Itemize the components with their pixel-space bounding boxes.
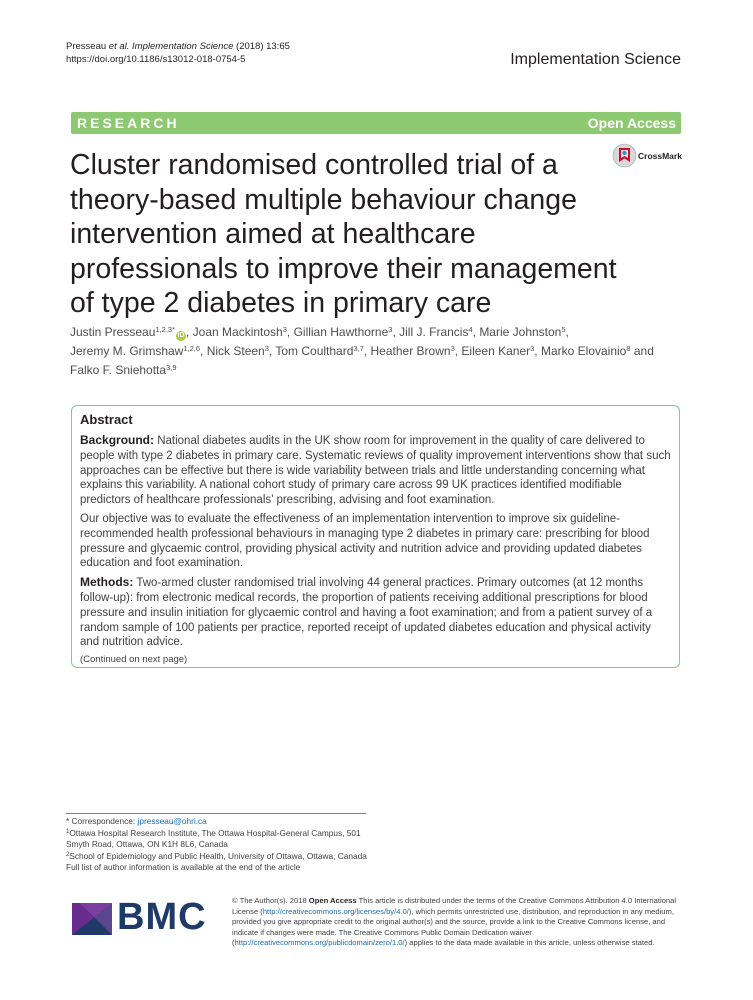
author-affiliation-marker: 3	[388, 325, 393, 334]
abstract-heading: Abstract	[80, 412, 133, 427]
bmc-logo	[72, 895, 222, 945]
author-list: Justin Presseau$^{1,2,3*}$iD , Joan Mackintosh$^3$, Gillian Hawthorne$^3$, Jill J. Francis$^4$, Marie Johnston$^5$, Jeremy M. Grimshaw$^{1,2,6}$, Nick Steen$^3$, Tom Coulthard$^{3,7}$, Heather Brown$^3$, Eileen Kaner$^3$, Marko Elovainio$^8$ and Falko F. Sniehotta$^{3,9}$	[70, 325, 654, 377]
abstract-objective: Our objective was to evaluate the effectiveness of an implementation intervention to improve six guideline-recommended health professional behaviours in managing type 2 diabetes in primary care: prescribing for blood pressure and glycaemic control, providing physical activity and nutrition advice and providing updated diabetes education and foot examination.	[80, 512, 650, 570]
license-link-by[interactable]: http://creativecommons.org/licenses/by/4.0/	[262, 906, 409, 916]
article-title: Cluster randomised controlled trial of a theory-based multiple behaviour change intervention aimed at healthcare professionals to improve their management of type 2 diabetes in primary care	[70, 149, 617, 319]
author-affiliation-marker: 1,2,6	[183, 344, 201, 353]
author-affiliation-marker: 5	[561, 325, 566, 334]
doi-link[interactable]: https://doi.org/10.1186/s13012-018-0754-5	[66, 54, 246, 65]
license-link-zero[interactable]: http://creativecommons.org/publicdomain/zero/1.0/	[234, 938, 405, 947]
author-name: Jill J. Francis$^4$	[399, 325, 473, 339]
author-affiliation-marker: 3	[450, 344, 455, 353]
citation-line: Presseau et al. Implementation Science (2018) 13:65	[66, 41, 290, 52]
author-affiliation-marker: 3	[264, 344, 269, 353]
author-affiliation-marker: 8	[626, 344, 631, 353]
citation-journal: et al. Implementation Science	[108, 41, 234, 52]
open-access-label: Open Access	[587, 115, 676, 131]
full-author-info-note: Full list of author information is available at the end of the article	[66, 862, 301, 872]
article-type-banner	[71, 112, 681, 134]
correspondence: * Correspondence: jpresseau@ohri.ca	[66, 816, 207, 826]
affiliation-1: $^1$Ottawa Hospital Research Institute, The Ottawa Hospital-General Campus, 501 Smyth Road, Ottawa, ON K1H 8L6, Canada	[66, 827, 361, 849]
bmc-logo-text: BMC	[117, 896, 207, 938]
author-name: Gillian Hawthorne$^3$	[293, 325, 393, 339]
author-name: Marie Johnston$^5$	[479, 325, 566, 339]
abstract-box	[71, 405, 680, 668]
author-affiliation-marker: 3,7	[353, 344, 364, 353]
footnotes	[66, 816, 376, 874]
author-name: Jeremy M. Grimshaw$^{1,2,6}$	[70, 344, 201, 358]
license-open-access: Open Access	[308, 896, 357, 905]
author-name: Joan Mackintosh$^3$	[192, 325, 287, 339]
abstract-methods: Methods: Two-armed cluster randomised trial involving 44 general practices. Primary outcomes (at 12 months follow-up): from electronic medical records, the proportion of patients receiving additional prescriptions for blood pressure and insulin initiation for glycaemic control and having a foot examination; and from a patient survey of a random sample of 100 patients per practice, reported receipt of updated diabetes education and physical activity and nutrition advice.	[80, 575, 653, 649]
orcid-icon[interactable]: iD	[177, 332, 185, 339]
author-name: Nick Steen$^3$	[206, 344, 269, 358]
running-header-citation	[66, 40, 290, 66]
abstract-background: Background: National diabetes audits in the UK show room for improvement in the quality of care delivered to people with type 2 diabetes in primary care. Systematic reviews of quality improvement interventions show that such approaches can be effective but there is wide variability between trials and little understanding concerning what explains this variability. A national cohort study of primary care across 99 UK practices identified modifiable predictors of healthcare professionals’ prescribing, advising and foot examination.	[80, 433, 671, 507]
license-statement: © The Author(s). 2018 Open Access This article is distributed under the terms of the Creative Commons Attribution 4.0 International License (http://creativecommons.org/licenses/by/4.0/), which permits unrestricted use, distribution, and reproduction in any medium, provided you give appropriate credit to the original author(s) and the source, provide a link to the Creative Commons license, and indicate if changes were made. The Creative Commons Public Domain Dedication waiver (http://creativecommons.org/publicdomain/zero/1.0/) applies to the data made available in this article, unless otherwise stated.	[232, 896, 677, 947]
author-name: Eileen Kaner$^3$	[461, 344, 535, 358]
continued-note: (Continued on next page)	[80, 654, 188, 666]
affiliation-2: $^2$School of Epidemiology and Public Health, University of Ottawa, Ottawa, Canada	[66, 850, 367, 861]
author-name: Falko F. Sniehotta$^{3,9}$	[70, 363, 177, 377]
author-affiliation-marker: 3	[530, 344, 535, 353]
author-affiliation-marker: 4	[468, 325, 473, 334]
correspondence-email[interactable]: jpresseau@ohri.ca	[137, 816, 207, 826]
journal-name: Implementation Science	[510, 51, 681, 68]
author-affiliation-marker: 3	[282, 325, 287, 334]
footnote-rule	[66, 813, 366, 814]
author-affiliation-marker: 3,9	[166, 363, 177, 372]
author-name: Tom Coulthard$^{3,7}$	[275, 344, 364, 358]
background-label: Background:	[80, 433, 155, 447]
author-name: Marko Elovainio$^8$	[540, 344, 631, 358]
author-name: Heather Brown$^3$	[370, 344, 455, 358]
author-name: Justin Presseau$^{1,2,3*}$iD	[70, 325, 185, 339]
article-type-label: RESEARCH	[77, 115, 180, 131]
methods-label: Methods:	[80, 575, 134, 590]
author-affiliation-marker: 1,2,3*	[155, 325, 175, 334]
bmc-logo-icon	[72, 895, 114, 943]
author-conjunction: and	[633, 344, 654, 358]
crossmark-label: CrossMark	[638, 151, 682, 161]
